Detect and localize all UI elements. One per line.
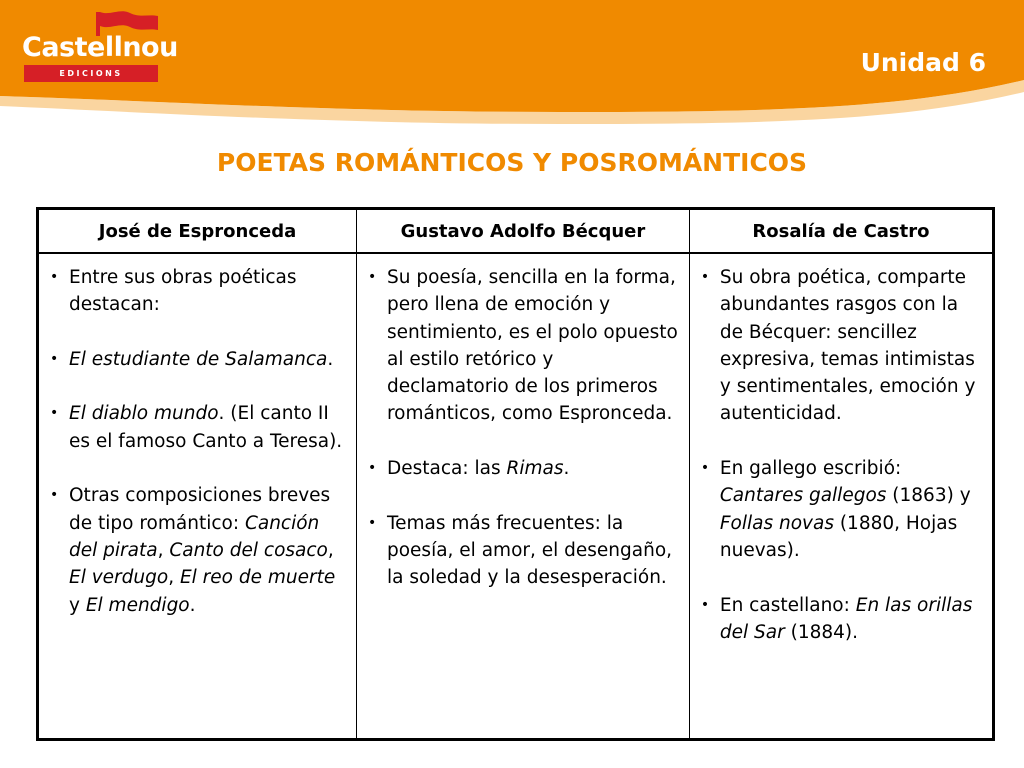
logo-subtitle: EDICIONS [24,65,158,82]
rosalia-list [700,264,982,646]
list-item: • Entre sus obras poéticas destacan: [49,264,346,319]
header-becquer: Gustavo Adolfo Bécquer [356,209,689,254]
page-title: POETAS ROMÁNTICOS Y POSROMÁNTICOS [216,148,808,177]
list-item: • Su poesía, sencilla en la forma, pero llena de emoción y sentimiento, es el polo opuesto al estilo retórico y declamatorio de los primeros románticos, como Espronceda. [367,264,679,428]
list-item: • El diablo mundo. (El canto II es el famoso Canto a Teresa). [49,400,346,455]
cell-becquer [356,253,689,740]
castellnou-logo [22,10,178,80]
cell-espronceda [38,253,357,740]
header-espronceda: José de Espronceda [38,209,357,254]
table-row [38,253,994,740]
list-item: • En castellano: En las orillas del Sar (1884). [700,592,982,647]
list-item: • Su obra poética, comparte abundantes rasgos con la de Bécquer: sencillez expresiva, temas intimistas y sentimentales, emoción y autenticidad. [700,264,982,428]
list-item: • En gallego escribió: Cantares gallegos (1863) y Follas novas (1880, Hojas nuevas). [700,455,982,564]
list-item: • Otras composiciones breves de tipo romántico: Canción del pirata, Canto del cosaco, El verdugo, El reo de muerte y El mendigo. [49,482,346,618]
list-item: • Destaca: las Rimas. [367,455,679,482]
becquer-list [367,264,679,592]
espronceda-list [49,264,346,619]
unit-label: Unidad 6 [860,48,986,77]
header-rosalia: Rosalía de Castro [689,209,993,254]
poets-table [36,207,995,741]
logo-name: Castellnou [22,32,178,63]
list-item: • Temas más frecuentes: la poesía, el amor, el desengaño, la soledad y la desesperación. [367,510,679,592]
cell-rosalia [689,253,993,740]
list-item: • El estudiante de Salamanca. [49,346,346,373]
table-header-row [38,209,994,254]
